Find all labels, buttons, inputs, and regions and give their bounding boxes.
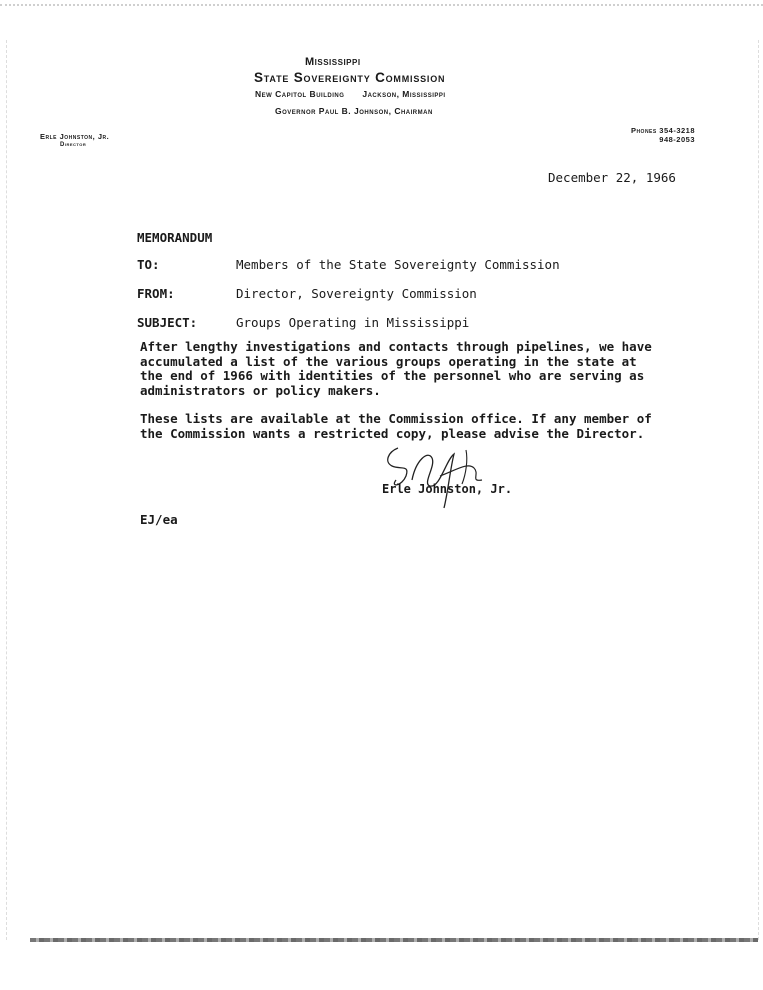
letterhead-commission: State Sovereignty Commission [254, 70, 446, 85]
signature-name: Erle Johnston, Jr. [382, 482, 513, 496]
letterhead-director-title: Director [60, 142, 87, 148]
from-label: FROM: [137, 286, 175, 301]
subject-value: Groups Operating in Mississippi [236, 315, 470, 330]
scan-edge-right [734, 40, 759, 940]
phone-line-1: Phones 354-3218 [630, 126, 695, 135]
scan-edge-top [0, 4, 763, 8]
phone-line-2: 948-2053 [659, 135, 695, 144]
from-value: Director, Sovereignty Commission [236, 286, 477, 301]
letterhead-director-name: Erle Johnston, Jr. [40, 132, 110, 141]
to-value: Members of the State Sovereignty Commission [236, 257, 560, 272]
body-paragraph-2: These lists are available at the Commission office. If any member of the Commission wants a restricted copy, please advise the Director. [140, 411, 652, 441]
subject-label: SUBJECT: [137, 315, 198, 330]
signature-scrawl [370, 440, 513, 510]
typist-initials: EJ/ea [140, 512, 178, 527]
letterhead-state: Mississippi [305, 56, 361, 68]
body-paragraph-1: After lengthy investigations and contacts through pipelines, we have accumulated a list of the various groups operating in the state at the end of 1966 with identities of the personnel who are serving as administrators or policy makers. [140, 339, 652, 398]
scan-edge-left [6, 40, 17, 940]
letterhead-building: New Capitol Building [255, 89, 345, 99]
memo-date: December 22, 1966 [548, 170, 676, 185]
letterhead-address [255, 89, 446, 99]
scan-edge-bottom [30, 938, 758, 942]
to-label: TO: [137, 257, 160, 272]
letterhead-governor: Governor Paul B. Johnson, Chairman [275, 106, 433, 116]
letterhead-city: Jackson, Mississippi [362, 89, 446, 99]
memo-heading: MEMORANDUM [137, 230, 213, 245]
letterhead-phones [631, 126, 695, 144]
